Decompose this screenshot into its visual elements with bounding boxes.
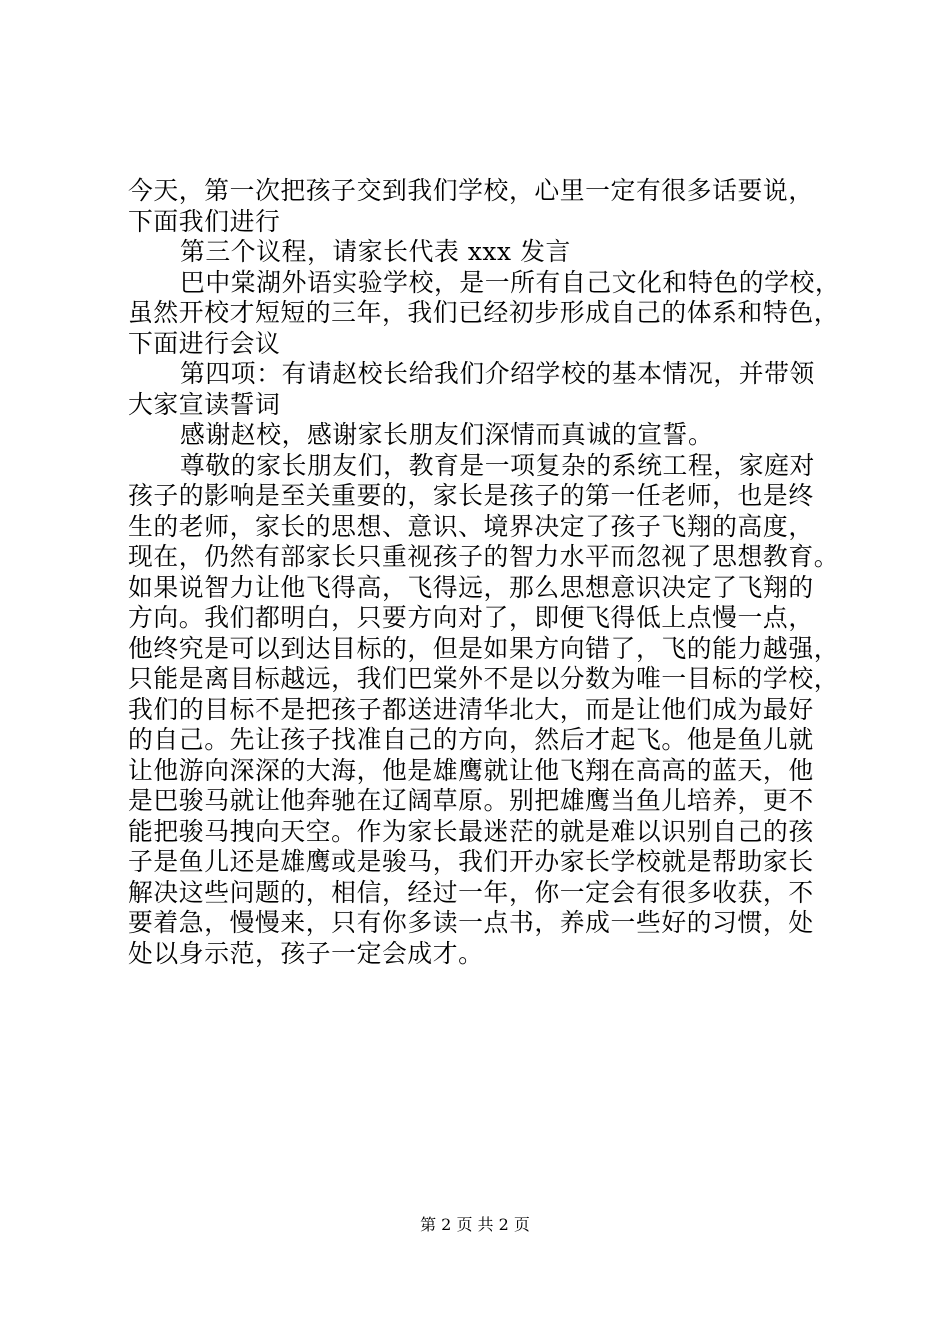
text-line: 他终究是可以到达目标的，但是如果方向错了，飞的能力越强， <box>128 633 840 663</box>
text-line: 下面我们进行 <box>128 206 281 236</box>
text-line: 能把骏马拽向天空。作为家长最迷茫的就是难以识别自己的孩 <box>128 816 814 846</box>
text-line: 是巴骏马就让他奔驰在辽阔草原。别把雄鹰当鱼儿培养，更不 <box>128 786 814 815</box>
text-line: 孩子的影响是至关重要的，家长是孩子的第一任老师，也是终 <box>128 481 814 510</box>
text-line: 第四项：有请赵校长给我们介绍学校的基本情况，并带领 <box>180 359 815 388</box>
text-line: 处以身示范，孩子一定会成才。 <box>128 938 484 968</box>
document-body <box>128 176 848 969</box>
text-line: 现在，仍然有部家长只重视孩子的智力水平而忽视了思想教育。 <box>128 542 840 571</box>
text-line: 如果说智力让他飞得高，飞得远，那么思想意识决定了飞翔的 <box>128 572 814 602</box>
text-line: 生的老师，家长的思想、意识、境界决定了孩子飞翔的高度， <box>128 511 814 541</box>
text-line: 的自己。先让孩子找准自己的方向，然后才起飞。他是鱼儿就 <box>128 725 814 754</box>
text-line: 子是鱼儿还是雄鹰或是骏马，我们开办家长学校就是帮助家长 <box>128 847 814 876</box>
text-line: 虽然开校才短短的三年，我们已经初步形成自己的体系和特色， <box>128 298 840 327</box>
text-line: 方向。我们都明白，只要方向对了，即便飞得低上点慢一点， <box>128 603 814 632</box>
text-line: 大家宣读誓词 <box>128 389 281 419</box>
text-line: 巴中棠湖外语实验学校，是一所有自己文化和特色的学校， <box>180 267 841 297</box>
page-footer: 第 2 页 共 2 页 <box>420 1215 530 1234</box>
text-line: 要着急，慢慢来，只有你多读一点书，养成一些好的习惯，处 <box>128 908 814 937</box>
text-line: 第三个议程，请家长代表 xxx 发言 <box>180 237 571 266</box>
text-line: 解决这些问题的，相信，经过一年，你一定会有很多收获，不 <box>128 877 814 907</box>
text-line: 下面进行会议 <box>128 328 281 358</box>
text-line: 感谢赵校，感谢家长朋友们深情而真诚的宣誓。 <box>180 420 714 449</box>
text-line: 今天，第一次把孩子交到我们学校，心里一定有很多话要说， <box>128 176 814 205</box>
text-line: 我们的目标不是把孩子都送进清华北大，而是让他们成为最好 <box>128 694 814 724</box>
text-line: 尊敬的家长朋友们，教育是一项复杂的系统工程，家庭对 <box>180 450 815 480</box>
text-line: 只能是离目标越远，我们巴棠外不是以分数为唯一目标的学校， <box>128 664 840 693</box>
text-line: 让他游向深深的大海，他是雄鹰就让他飞翔在高高的蓝天，他 <box>128 755 814 785</box>
